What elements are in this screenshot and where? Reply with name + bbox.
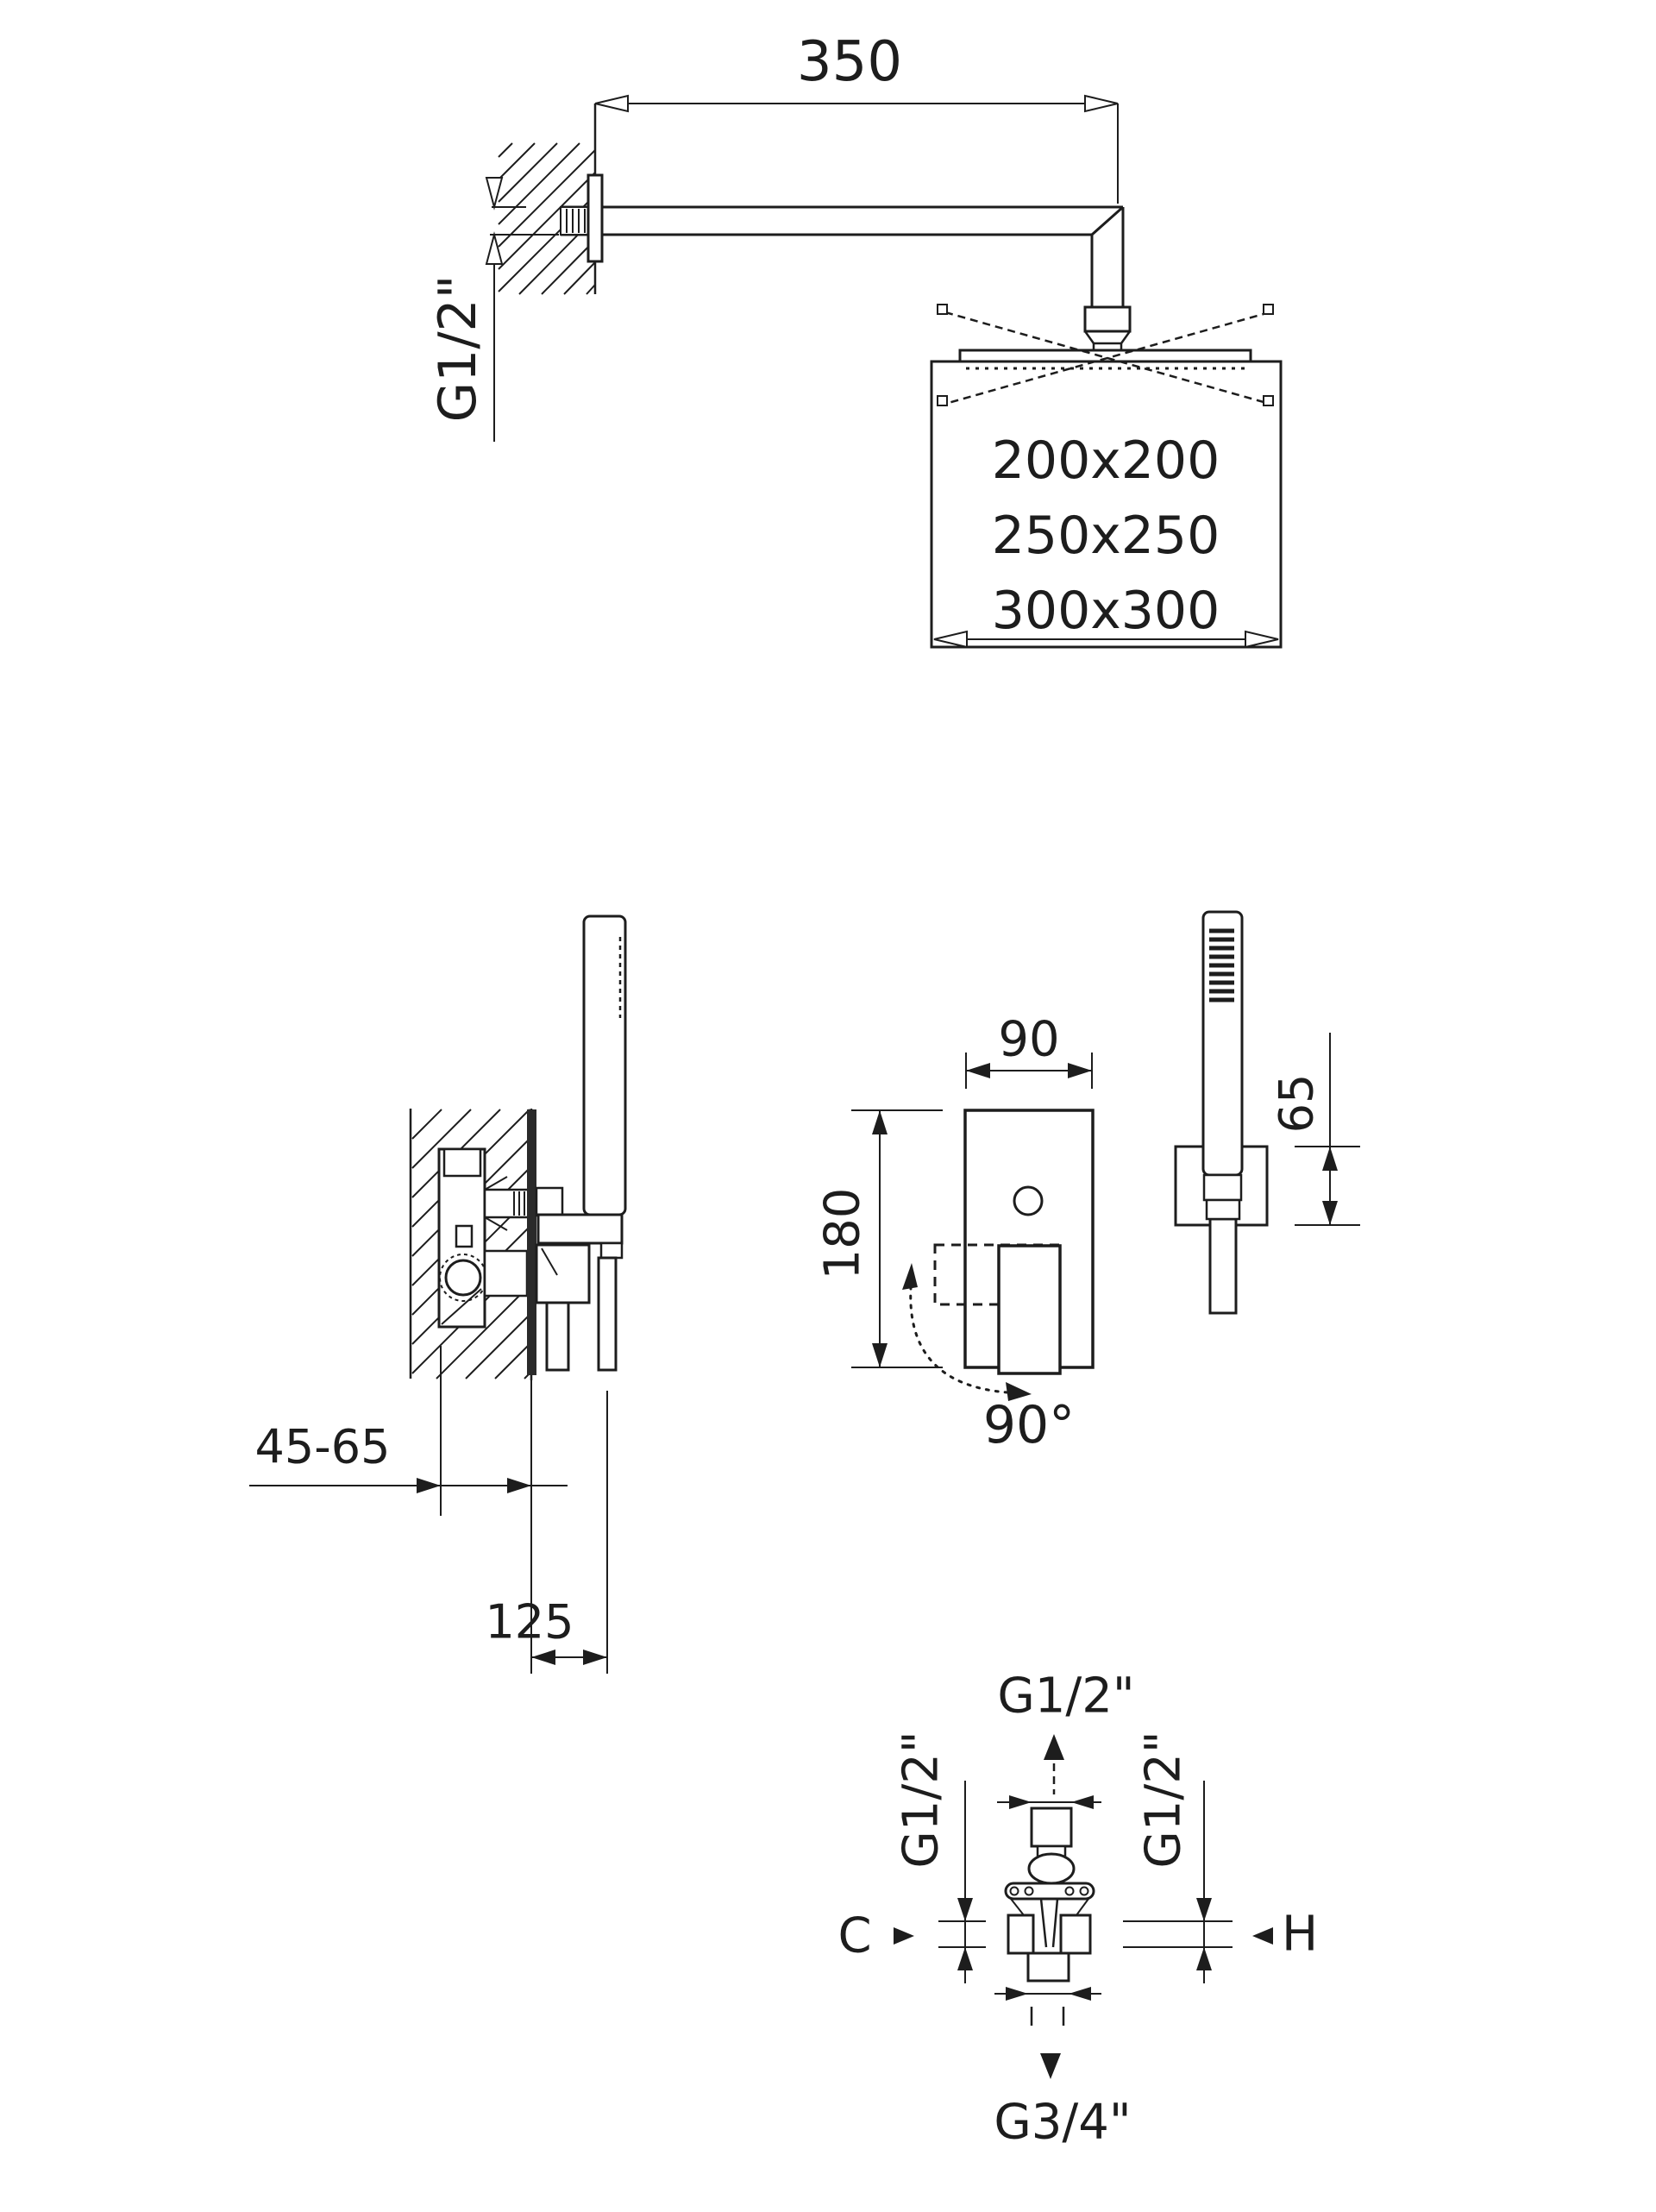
trim-plate-edge: [527, 1109, 536, 1375]
trim-plate-front-view: [815, 1012, 1094, 1456]
embed-depth-label: 45-65: [254, 1419, 391, 1474]
handle-swing-label: 90°: [982, 1395, 1076, 1455]
arrow-right-icon: [1085, 96, 1118, 111]
hose-outlet-tube: [599, 1258, 616, 1370]
hot-inlet-dimension: [1123, 1731, 1233, 1983]
ball-joint: [1029, 1854, 1074, 1883]
head-size-option-1: 200x200: [991, 430, 1220, 491]
diverter-button: [1014, 1187, 1042, 1215]
valve-body-section: [1006, 1808, 1094, 1981]
arrow-down-icon: [486, 178, 502, 207]
arm-length-dimension-label: 350: [796, 30, 903, 94]
embed-depth-dimension: [249, 1478, 568, 1493]
cold-inlet-dimension: [894, 1731, 987, 1983]
arrow-left-icon: [595, 96, 628, 111]
outlet-nut: [536, 1188, 562, 1216]
wand-collar: [1207, 1200, 1239, 1219]
set-screw: [456, 1226, 472, 1247]
wand-spray-stripes: [1209, 931, 1234, 1000]
inner-channel: [1041, 1899, 1057, 1947]
rough-in-side-view: [249, 916, 625, 1674]
projection-dimension: [531, 1650, 607, 1665]
left-port-thread-label: G1/2": [893, 1731, 950, 1869]
hot-label: H: [1281, 1906, 1319, 1963]
wall-thread-label: G1/2": [428, 274, 488, 423]
handshower-wand-side: [584, 916, 625, 1215]
right-port-thread-label: G1/2": [1135, 1731, 1192, 1869]
hot-flow-arrow-icon: [1252, 1927, 1273, 1945]
projection-label: 125: [485, 1594, 574, 1650]
holder-bracket-side: [538, 1215, 622, 1243]
arm-wall-flange: [588, 175, 602, 261]
wand-joint: [1204, 1175, 1241, 1200]
handshower-wand: [1203, 912, 1242, 1175]
flow-down-arrow-icon: [1040, 2053, 1061, 2079]
bottom-port-thread-label: G3/4": [994, 2094, 1132, 2151]
valve-connections-view: [837, 1668, 1318, 2151]
bottom-port: [1028, 1953, 1069, 1981]
top-port: [1032, 1808, 1071, 1846]
arrow-up-icon: [486, 235, 502, 264]
handshower-front-view: [1176, 912, 1360, 1313]
plate-width-label: 90: [998, 1011, 1060, 1068]
head-size-option-3: 300x300: [991, 581, 1220, 641]
bottom-port-dimension: [994, 1987, 1101, 2001]
cold-flow-arrow-icon: [894, 1927, 914, 1945]
flow-up-arrow-icon: [1044, 1734, 1064, 1760]
lower-outlet: [485, 1251, 527, 1296]
arm-elbow-drop-pipe: [1085, 207, 1130, 361]
arm-wall-thread: [561, 207, 590, 235]
plate-height-label: 180: [814, 1187, 871, 1280]
holder-lip: [601, 1243, 622, 1258]
wand-hose-connector: [1210, 1219, 1236, 1313]
rain-head-plate: [960, 350, 1251, 361]
mixer-handle-front: [999, 1246, 1060, 1373]
cartridge-circle: [446, 1260, 480, 1295]
overhead-arm-view: [428, 30, 1281, 647]
holder-height-label: 65: [1269, 1073, 1324, 1134]
cold-label: C: [837, 1907, 872, 1964]
mixer-handle-grip-side: [547, 1303, 568, 1370]
top-port-thread-label: G1/2": [997, 1668, 1135, 1725]
head-size-option-2: 250x250: [991, 506, 1220, 566]
bottom-port-axis-dashed: [1032, 2007, 1063, 2026]
